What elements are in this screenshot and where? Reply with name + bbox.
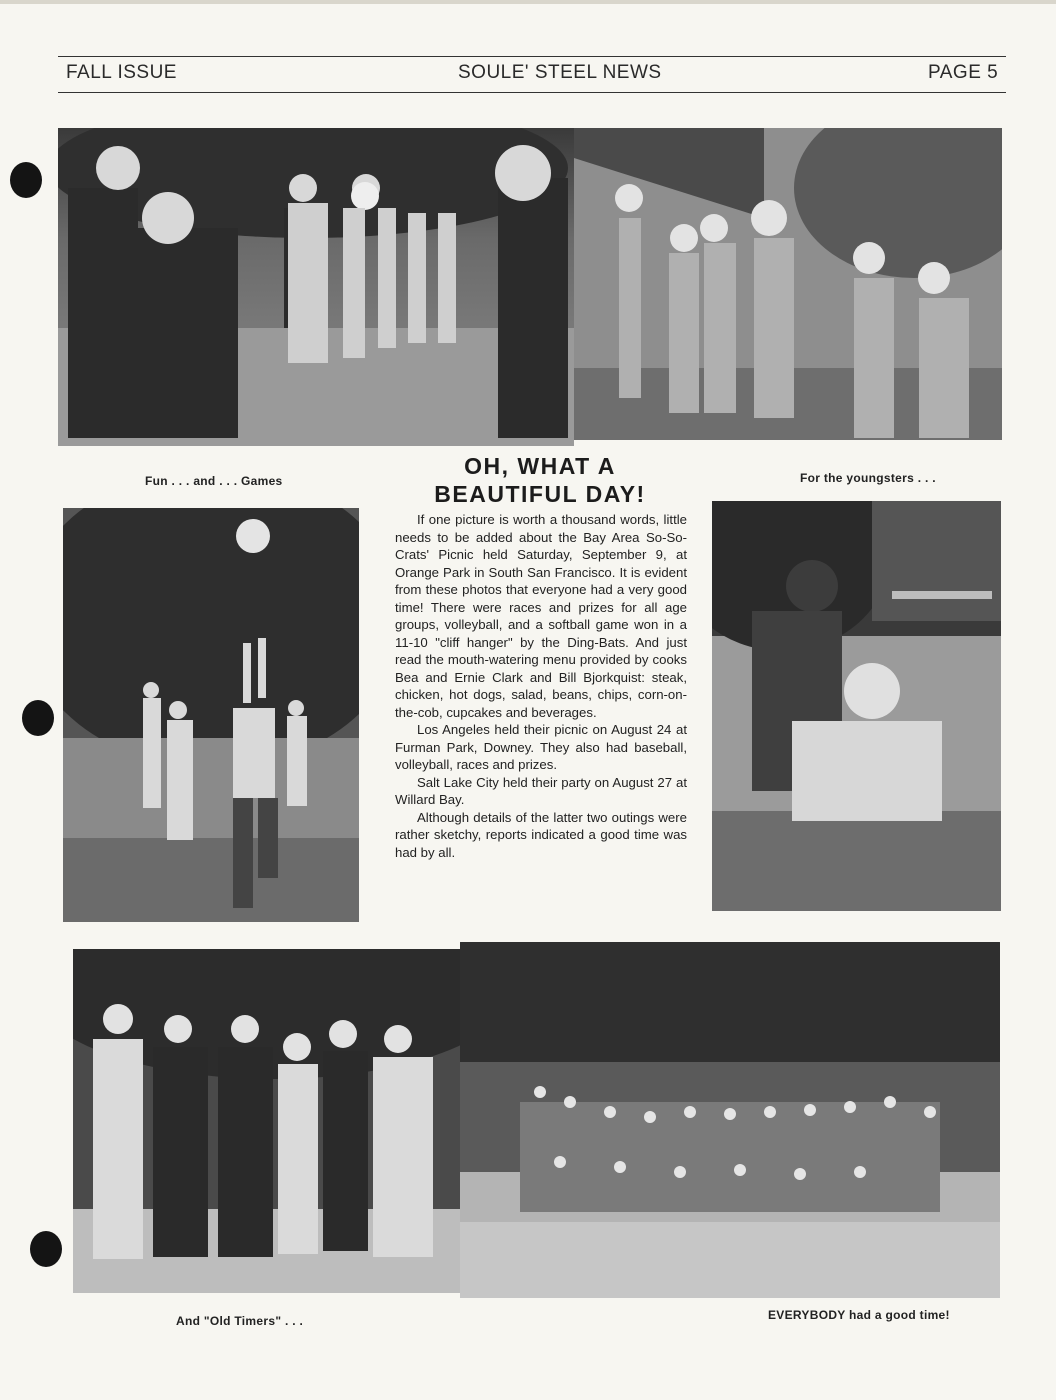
photo-adults-game — [58, 128, 574, 446]
article-paragraph: If one picture is worth a thousand words, little needs to be added about the Bay Area So-So-Crats' Picnic held Saturday, September 9, at Orange Park in South San Francisco. It is evident from these photos that everyone had a very good time! There were races and prizes for all age groups, volleyball, and a softball game won in a 11-10 "cliff hanger" by the Ding-Bats. And just read the mouth-watering menu provided by cooks Bea and Ernie Clark and Bill Bjorkquist: steak, chicken, hot dogs, salad, beans, chips, corn-on-the-cob, cupcakes and beverages. — [395, 512, 687, 720]
article-paragraph: Los Angeles held their picnic on August 24 at Furman Park, Downey. They also had baseball, volleyball, races and prizes. — [395, 722, 687, 772]
caption-everybody: EVERYBODY had a good time! — [768, 1308, 950, 1322]
issue-label: FALL ISSUE — [66, 62, 177, 83]
caption-old-timers: And "Old Timers" . . . — [176, 1314, 304, 1328]
binder-hole-middle — [22, 700, 54, 736]
photo-kids-race — [712, 501, 1001, 911]
photo-group — [460, 942, 1000, 1298]
caption-youngsters: For the youngsters . . . — [800, 471, 936, 485]
article-headline — [390, 452, 690, 508]
photo-old-timers — [73, 949, 460, 1293]
photo-volleyball — [63, 508, 359, 922]
header-rule-bottom — [58, 92, 1006, 93]
binder-hole-top — [10, 162, 42, 198]
newsletter-title: SOULE' STEEL NEWS — [458, 62, 662, 83]
headline-line-1: OH, WHAT A — [464, 453, 616, 479]
headline-line-2: BEAUTIFUL DAY! — [434, 481, 646, 507]
binder-hole-bottom — [30, 1231, 62, 1267]
page-top-edge — [0, 0, 1056, 4]
header-rule-top — [58, 56, 1006, 57]
page-number: PAGE 5 — [928, 62, 999, 83]
article-paragraph: Although details of the latter two outings were rather sketchy, reports indicated a good time was had by all. — [395, 809, 687, 860]
article-paragraph: Salt Lake City held their party on August 27 at Willard Bay. — [395, 774, 687, 807]
photo-sack-race — [574, 128, 1002, 440]
caption-fun-games: Fun . . . and . . . Games — [145, 474, 283, 488]
article-body — [395, 511, 687, 861]
